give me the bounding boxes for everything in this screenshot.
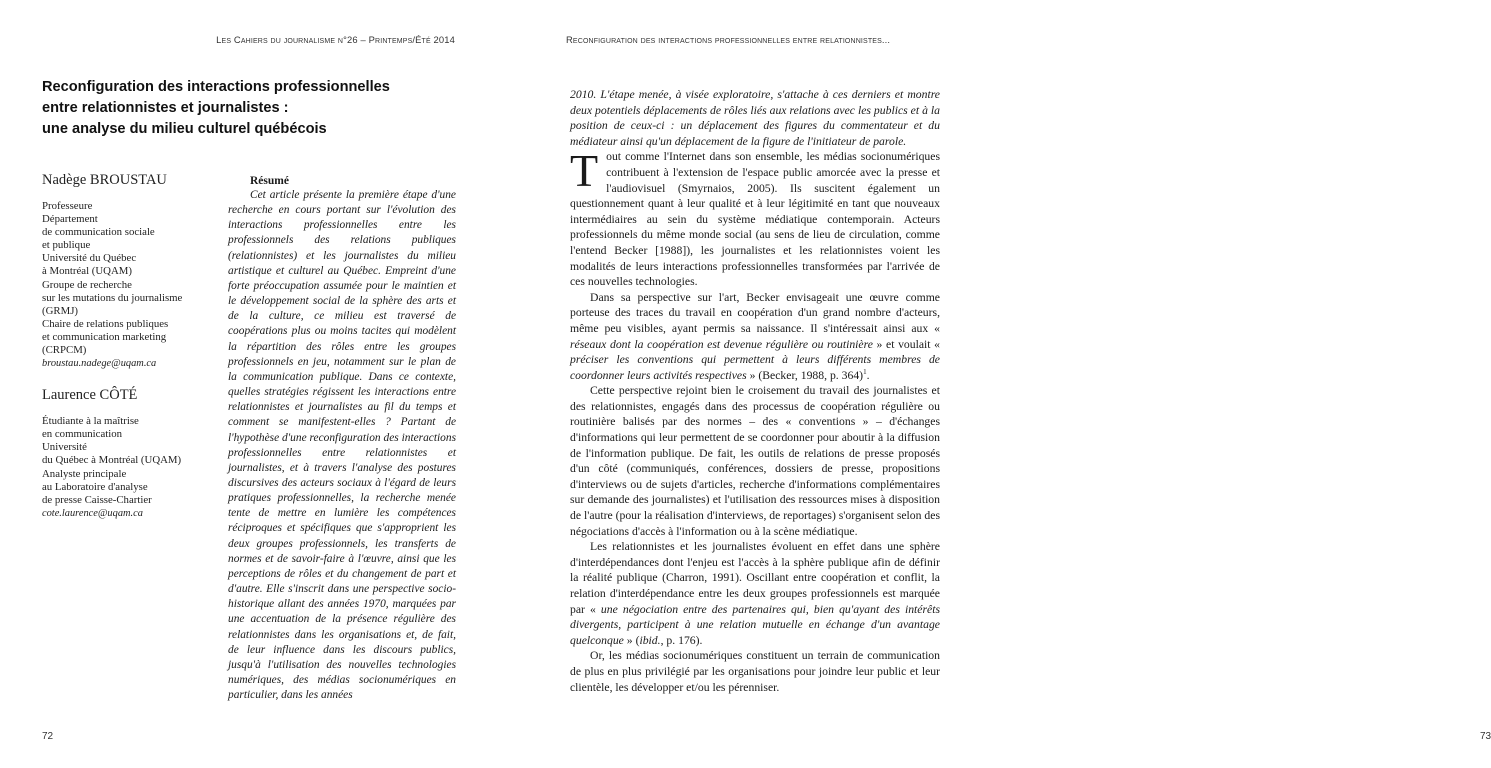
author-email: cote.laurence@uqam.ca — [42, 507, 143, 519]
affiliation-line: de communication sociale — [42, 226, 155, 239]
body-paragraph — [570, 539, 940, 648]
citation-text: , p. 176). — [660, 633, 703, 647]
abstract-text: Cet article présente la première étape d'une recherche en cours portant sur l'évolution des interactions professionnelles entre les professionnels des relations publiques (relationnistes) et les journalistes du milieu artistique et culturel au Québec. Empreint d'une forte préoccupation assumée pour le maintien et le développement social de la sphère des arts et de la culture, ce milieu est traversé de coopérations plus ou moins tacites qui modèlent la répartition des rôles entre les groupes professionnels en jeu, notamment sur le plan de la communication publique. Dans ce contexte, quelles stratégies régissent les interactions entre relationnistes et journalistes au fil du temps et comment se manifestent-elles ? Partant de l'hypothèse d'une reconfiguration des interactions professionnelles entre relationnistes et journalistes, et à travers l'analyse des postures discursives des acteurs sociaux à l'égard de leurs pratiques professionnelles, la recherche menée tente de mettre en lumière les compétences réciproques et spécifiques que s'approprient les deux groupes professionnels, les transferts de normes et de savoir-faire à l'œuvre, ainsi que les perceptions de rôles et du changement de part et d'autre. Elle s'inscrit dans une perspective socio-historique allant des années 1970, marquées par une accentuation de la présence régulière des relationnistes dans les organisations et, de fait, de leur influence dans les discours publics, jusqu'à l'utilisation des nouvelles technologies numériques, des médias socionumériques en particulier, dans les années — [228, 189, 456, 702]
paragraph-text: out comme l'Internet dans son ensemble, les médias socionumériques contribuent à l'extension de l'espace public amorcée avec la presse et l'audiovisuel (Smyrnaios, 2005). Ils suscitent également un questionnement quant à leur qualité et à leur légitimité en tant que nouveaux intermédiaires au sein du système médiatique contemporain. Acteurs professionnels du même monde social (au sens de lieu de circulation, comme l'entend Becker [1988]), les journalistes et les relationnistes voient les modalités de leurs interactions professionnelles transformées par l'arrivée de ces nouvelles technologies. — [570, 150, 940, 289]
page-number-right: 73 — [1480, 731, 1491, 742]
drop-cap: T — [570, 145, 599, 197]
body-paragraph: Or, les médias socionumériques constituent un terrain de communication de plus en plus privilégié par les organisations pour joindre leur public et leur clientèle, les développer et/ou les pérenniser. — [570, 649, 940, 694]
author-block — [42, 387, 212, 520]
affiliation-line: Analyste principale — [42, 467, 127, 480]
affiliation-line: Étudiante à la maîtrise — [42, 415, 139, 428]
body-paragraph: Cette perspective rejoint bien le croisement du travail des journalistes et des relationnistes, engagés dans des processus de coopération régulière ou routinière balisés par des normes – des « conventions » – d'échanges d'informations qui leur permettent de se coordonner pour aboutir à la diffusion de l'information publique. De fait, les outils de relations de presse proposés d'un côté (communiqués, conférences, dossiers de presse, propositions d'interviews ou de sujets d'articles, recherche d'informations complémentaires sur demande des journalistes) et l'utilisation des ressources mises à disposition de l'autre (pour la réalisation d'interviews, de reportages) s'organisent selon des négociations d'accès à l'information ou à la scène médiatique. — [570, 384, 940, 538]
page-number-left: 72 — [42, 731, 54, 742]
affiliation-line: (GRMJ) — [42, 304, 78, 317]
affiliation-line: Université — [42, 441, 87, 454]
ibid-reference: ibid. — [639, 633, 661, 647]
affiliation-line: du Québec à Montréal (UQAM) — [42, 454, 182, 467]
body-text — [570, 87, 940, 695]
title-line-1: Reconfiguration des interactions professionnelles — [42, 79, 390, 95]
author-block — [42, 172, 212, 370]
quotation: une négociation entre des partenaires qui, bien qu'ayant des intérêts divergents, participent à une relation mutuelle en échange d'un avantage quelconque — [570, 602, 940, 647]
author-affiliation — [42, 415, 212, 520]
running-head-left: Les Cahiers du journalisme n°26 – Printemps/Été 2014 — [216, 34, 455, 45]
affiliation-line: et communication marketing — [42, 330, 167, 343]
affiliation-line: Professeure — [42, 200, 93, 212]
author-name: Laurence CÔTÉ — [42, 387, 138, 404]
affiliation-line: de presse Caisse-Chartier — [42, 493, 152, 506]
abstract-continuation: 2010. L'étape menée, à visée exploratoire, s'attache à ces derniers et montre deux potentiels déplacements de rôles liés aux relations avec les publics et à la position de ceux-ci : un déplacement des figures du commentateur et du médiateur ainsi qu'un déplacement de la figure de l'initiateur de parole. — [570, 88, 940, 148]
author-column — [42, 172, 212, 520]
author-email: broustau.nadege@uqam.ca — [42, 358, 157, 370]
footnote-marker: 1 — [863, 367, 867, 376]
body-paragraph — [570, 145, 940, 289]
article-title — [42, 77, 482, 140]
affiliation-line: et publique — [42, 239, 91, 252]
paragraph-text: Dans sa perspective sur l'art, Becker envisageait une œuvre comme porteuse des traces du travail en coopération d'un grand nombre d'acteurs, même peu visibles, ayant permis sa naissance. Il s'intéressait ainsi aux « — [570, 290, 940, 335]
affiliation-line: (CRPCM) — [42, 344, 87, 357]
quotation: préciser les conventions qui permettent à leurs différents membres de coordonner leurs activités respectives — [570, 353, 940, 382]
affiliation-line: en communication — [42, 428, 123, 441]
paragraph-text: » ( — [623, 633, 640, 647]
affiliation-line: sur les mutations du journalisme — [42, 291, 183, 304]
paragraph-text: Les relationnistes et les journalistes évoluent en effet dans une sphère d'interdépendances dont l'enjeu est l'accès à la sphère publique afin de définir la réalité publique (Charron, 1991). Oscillant entre coopération et conflit, la relation d'interdépendance entre les deux groupes professionnels est marquée par « — [570, 540, 940, 616]
affiliation-line: Université du Québec — [42, 252, 137, 265]
author-name: Nadège BROUSTAU — [42, 172, 167, 188]
paragraph-text: . — [866, 368, 870, 382]
title-line-3: une analyse du milieu culturel québécois — [42, 121, 327, 137]
left-page — [0, 0, 512, 768]
affiliation-line: Département — [42, 213, 98, 226]
affiliation-line: à Montréal (UQAM) — [42, 265, 132, 278]
title-line-2: entre relationnistes et journalistes : — [42, 100, 289, 116]
running-head-right: Reconfiguration des interactions professionnelles entre relationnistes... — [566, 34, 891, 45]
quotation: réseaux dont la coopération est devenue régulière ou routinière — [570, 337, 873, 351]
body-paragraph — [570, 290, 940, 384]
author-affiliation — [42, 200, 212, 370]
affiliation-line: Chaire de relations publiques — [42, 317, 169, 330]
affiliation-line: au Laboratoire d'analyse — [42, 480, 148, 493]
abstract-column — [228, 174, 456, 703]
affiliation-line: Groupe de recherche — [42, 278, 132, 291]
paragraph-text: » et voulait « — [872, 337, 940, 351]
abstract-heading: Résumé — [250, 175, 289, 187]
citation-text: » (Becker, 1988, p. 364) — [746, 368, 864, 382]
